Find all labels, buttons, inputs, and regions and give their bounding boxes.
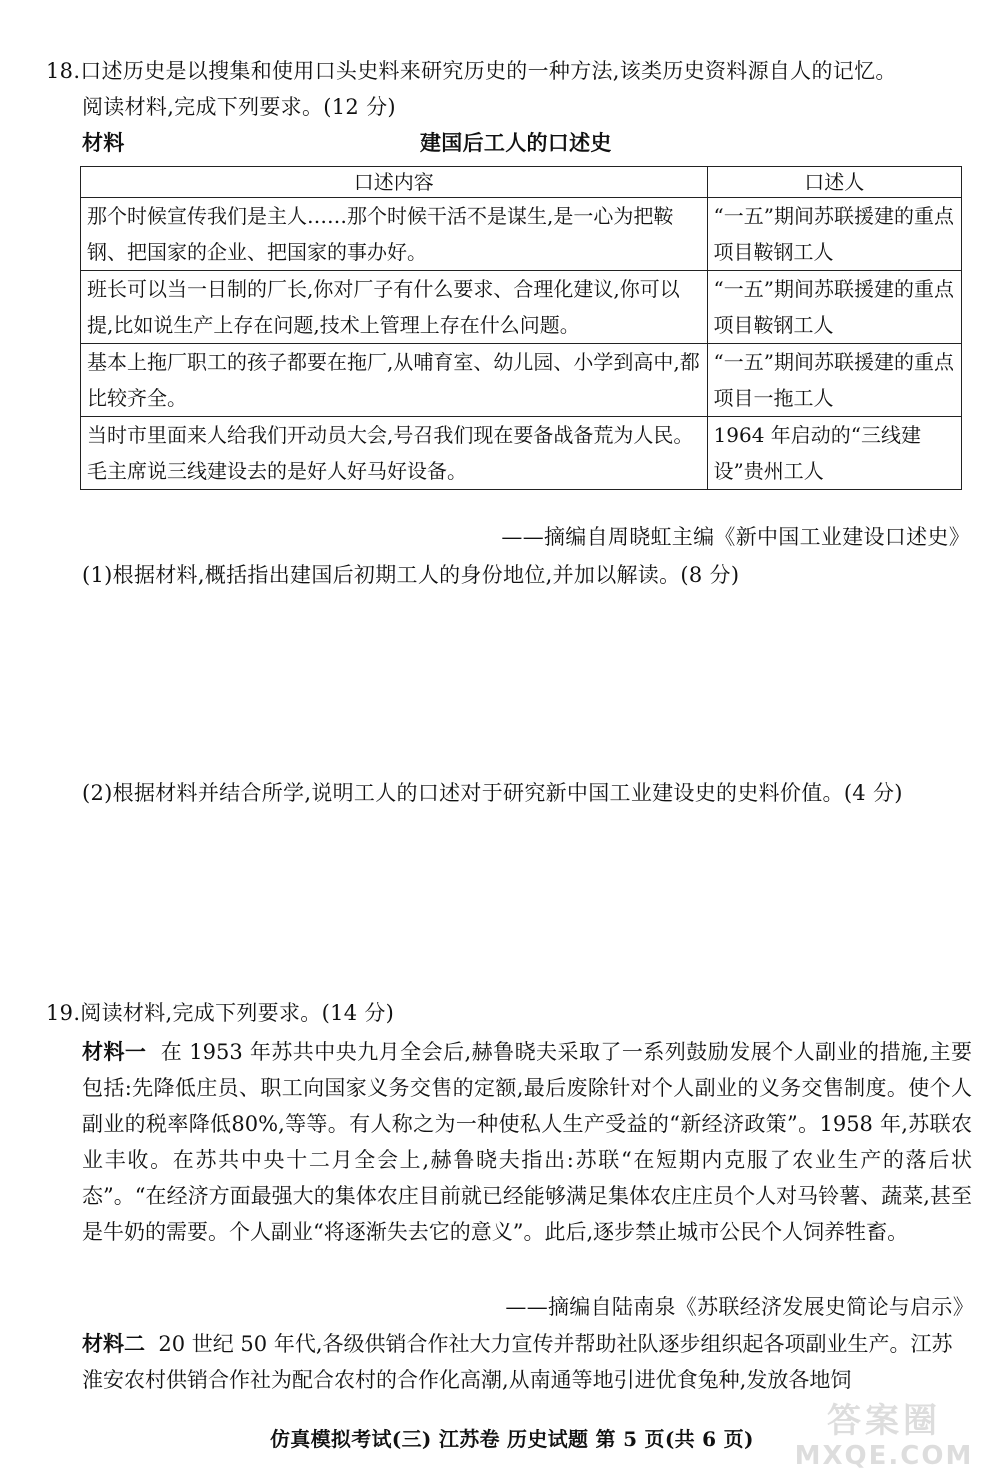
q19-material-2-text: 20 世纪 50 年代,各级供销合作社大力宣传并帮助社队逐步组织起各项副业生产。江苏淮安农村供销合作社为配合农村的合作化高潮,从南通等地引进优食兔种,发放各地饲: [82, 1332, 953, 1392]
q19-material-2-label: 材料二: [82, 1331, 145, 1356]
table-row: [81, 198, 962, 271]
table-cell-narrator: 1964 年启动的“三线建设”贵州工人: [707, 417, 961, 490]
watermark-bottom-text: MXQE.COM: [794, 1441, 974, 1471]
table-cell-narrator: “一五”期间苏联援建的重点项目鞍钢工人: [707, 198, 961, 271]
q19-stem: 19.阅读材料,完成下列要求。(14 分): [46, 1001, 395, 1025]
q18-stem-line1: 18.口述历史是以搜集和使用口头史料来研究历史的一种方法,该类历史资料源自人的记忆。: [46, 59, 897, 83]
page-footer: 仿真模拟考试(三) 江苏卷 历史试题 第 5 页(共 6 页): [270, 1427, 754, 1451]
q19-material-1-text: 在 1953 年苏共中央九月全会后,赫鲁晓夫采取了一系列鼓励发展个人副业的措施,主要包括:先降低庄员、职工向国家义务交售的定额,最后废除针对个人副业的义务交售制度。使个人副业的税率降低80%,等等。有人称之为一种使私人生产受益的“新经济政策”。1958 年,苏联农业丰收。在苏共中央十二月全会上,赫鲁晓夫指出:苏联“在短期内克服了农业生产的落后状态”。“在经济方面最强大的集体农庄目前就已经能够满足集体农庄庄员个人对马铃薯、蔬菜,甚至是牛奶的需要。个人副业“将逐渐失去它的意义”。此后,逐步禁止城市公民个人饲养牲畜。: [82, 1040, 972, 1244]
q19-material-1: [82, 1034, 972, 1250]
q18-subquestion-1: (1)根据材料,概括指出建国后初期工人的身份地位,并加以解读。(8 分): [82, 563, 740, 587]
q19-source-citation: ——摘编自陆南泉《苏联经济发展史简论与启示》: [505, 1295, 974, 1319]
q18-source-citation: ——摘编自周晓虹主编《新中国工业建设口述史》: [501, 525, 970, 549]
table-cell-content: 那个时候宣传我们是主人……那个时候干活不是谋生,是一心为把鞍钢、把国家的企业、把国家的事办好。: [81, 198, 708, 271]
watermark-logo: [784, 1401, 984, 1477]
watermark-top-text: 答案圈: [827, 1401, 941, 1441]
table-row: [81, 417, 962, 490]
q19-material-1-label: 材料一: [82, 1039, 147, 1064]
oral-history-table: [80, 166, 962, 490]
q18-subquestion-2: (2)根据材料并结合所学,说明工人的口述对于研究新中国工业建设史的史料价值。(4 分): [82, 781, 903, 805]
table-row: [81, 271, 962, 344]
q19-material-2: [82, 1326, 972, 1398]
table-header-row: [81, 167, 962, 198]
q18-stem-line2: 阅读材料,完成下列要求。(12 分): [82, 95, 396, 119]
table-header-content: 口述内容: [81, 167, 708, 198]
table-cell-content: 基本上拖厂职工的孩子都要在拖厂,从哺育室、幼儿园、小学到高中,都比较齐全。: [81, 344, 708, 417]
table-row: [81, 344, 962, 417]
table-cell-narrator: “一五”期间苏联援建的重点项目一拖工人: [707, 344, 961, 417]
table-cell-narrator: “一五”期间苏联援建的重点项目鞍钢工人: [707, 271, 961, 344]
table-cell-content: 当时市里面来人给我们开动员大会,号召我们现在要备战备荒为人民。毛主席说三线建设去的是好人好马好设备。: [81, 417, 708, 490]
q18-material-label: 材料: [82, 130, 125, 155]
q18-table-title: 建国后工人的口述史: [420, 130, 612, 155]
table-cell-content: 班长可以当一日制的厂长,你对厂子有什么要求、合理化建议,你可以提,比如说生产上存在问题,技术上管理上存在什么问题。: [81, 271, 708, 344]
table-header-narrator: 口述人: [707, 167, 961, 198]
